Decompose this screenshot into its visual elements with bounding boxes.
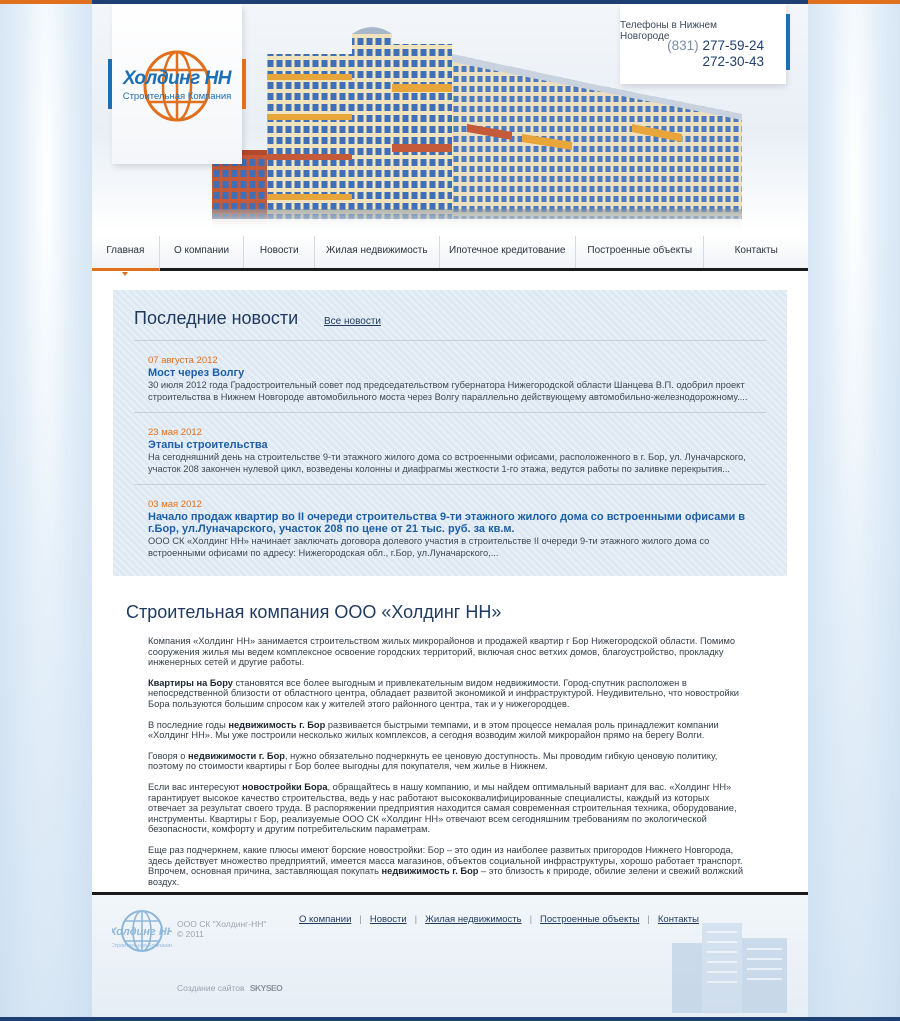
news-item: [148, 355, 748, 403]
sky-background-right: [808, 0, 900, 1021]
phone-block: [620, 4, 786, 84]
article-paragraph: Компания «Холдинг НН» занимается строительством жилых микрорайонов и продажей квартир г Бор Нижегородской области. Помимо сооружения жилья мы ведем комплексное освоение городских территорий, включая снос ветхих домов, благоустройство, прокладку инженерных сетей и другие работы.: [148, 636, 736, 668]
paragraph-text: становятся все более выгодным и привлекательным видом недвижимости. Город-спутник расположен в непосредственной близости от областного центра, обладает развитой экономикой и инфраструктурой. Неудивительно, что новостройки Бора пользуются большим спросом как у жителей этого районного центра, так и у нижегородцев.: [148, 677, 739, 709]
nav-item-news[interactable]: Новости: [244, 236, 315, 268]
keyword: недвижимости г. Бор: [188, 750, 285, 761]
news-headline-link[interactable]: Этапы строительства: [148, 439, 268, 451]
phone-accent: [786, 14, 790, 70]
latest-news-panel: [113, 290, 787, 576]
nav-item-contacts[interactable]: Контакты: [734, 245, 778, 256]
news-date: 23 мая 2012: [148, 427, 202, 438]
sky-background-left: [0, 0, 92, 1021]
footer-copyright: [177, 919, 266, 939]
footer-link-contacts[interactable]: Контакты: [657, 914, 699, 925]
footer-link-about[interactable]: О компании: [299, 914, 352, 925]
article-body: [148, 636, 748, 897]
logo-title: Холдинг НН: [122, 68, 232, 89]
paragraph-text: В последние годы: [148, 719, 229, 730]
news-headline-link[interactable]: Мост через Волгу: [148, 367, 245, 379]
footer-logo-subtitle: Строительная Компания: [112, 943, 172, 949]
separator: |: [359, 914, 362, 925]
footer-year: © 2011: [177, 929, 204, 939]
paragraph-text: , обращайтесь в нашу компанию, и мы найдем оптимальный вариант для вас. «Холдинг НН» гарантирует высокое качество строительства, ведь у нас работают высококвалифицированные специалисты, каждый из которых отвечает за результат своего труда. В распоряжении предприятия находится самая современная строительная техника, оборудование, инструменты. Квартиры г Бор, реализуемые ООО СК «Холдинг НН» отвечают всем сегодняшним требованиям по экологической безопасности, комфорту и другим потребительским параметрам.: [148, 781, 737, 835]
news-item: [148, 427, 748, 475]
footer-link-built-objects[interactable]: Построенные объекты: [540, 914, 640, 925]
logo-accent-right: [242, 59, 246, 109]
news-excerpt: На сегодняшний день на строительстве 9-ти этажного жилого дома со встроенными офисами, расположенного в г. Бор, ул. Луначарского, участок 208 закончен нулевой цикл, возведены колонны и диафрагмы жесткости 1-го этажа, ведутся работы по заливке перекрытия...: [148, 452, 746, 474]
globe-icon: [112, 909, 172, 953]
phone-number-1-digits: 277-59-24: [702, 38, 764, 53]
footer-building-illustration: [652, 913, 792, 1013]
separator: |: [647, 914, 650, 925]
keyword: недвижимость г. Бор: [381, 866, 479, 877]
news-section-title: Последние новости: [134, 308, 299, 328]
news-date: 03 мая 2012: [148, 499, 202, 510]
article-paragraph: [148, 845, 748, 887]
paragraph-text: Еще раз подчеркнем, какие плюсы имеют борские новостройки: Бор – это один из наиболее развитых пригородов Нижнего Новгорода, здесь действует множество предприятий, имеется масса магазинов, объектов социальной инфраструктуры, хорошо работает транспорт. Впрочем, основная причина, заставляющая покупать: [148, 844, 743, 877]
paragraph-text: развивается быстрыми темпами, и в этом процессе немалая роль принадлежит компании «Холдинг НН». Мы уже построили несколько жилых комплексов, а сегодня возводим жилой микрорайон прямо на берегу Волги.: [148, 719, 719, 741]
news-item: [148, 499, 748, 559]
nav-item-built-objects[interactable]: Построенные объекты: [576, 236, 704, 268]
article-title: Строительная компания ООО «Холдинг НН»: [126, 602, 502, 622]
divider: [134, 340, 766, 341]
article-paragraph: [148, 751, 748, 772]
bottom-bar: [0, 1017, 900, 1021]
article-paragraph: [148, 782, 748, 835]
news-headline-link[interactable]: Начало продаж квартир во II очереди строительства 9-ти этажного жилого дома со встроенными офисами в г.Бор, ул.Луначарского, участок 208 по цене от 21 тыс. руб. за кв.м.: [148, 511, 746, 535]
nav-item-home[interactable]: Главная: [92, 236, 160, 271]
keyword: Квартиры на Бору: [148, 677, 233, 688]
nav-item-residential[interactable]: Жилая недвижимость: [315, 236, 439, 268]
all-news-link[interactable]: Все новости: [324, 316, 382, 327]
separator: |: [414, 914, 418, 925]
logo[interactable]: [112, 4, 242, 164]
news-excerpt: 30 июля 2012 года Градостроительный совет под председательством губернатора Нижегородской области Шанцева В.П. одобрил проект строительства в Нижнем Новгороде автомобильного моста через Волгу параллельно действующему автомобильно-железнодорожному....: [148, 380, 748, 402]
footer-link-news[interactable]: Новости: [369, 914, 407, 925]
paragraph-text: – это близость к природе, обилие зелени и свежий волжский воздух.: [148, 866, 744, 887]
footer-link-residential[interactable]: Жилая недвижимость: [425, 914, 522, 925]
logo-subtitle: Строительная Компания: [122, 91, 232, 102]
article-paragraph: [148, 720, 748, 741]
site-credits: [177, 983, 282, 993]
phone-number-2: 272-30-43: [702, 54, 764, 69]
footer-logo-title: Холдинг НН: [112, 926, 172, 938]
nav-item-mortgage[interactable]: Ипотечное кредитование: [440, 236, 576, 268]
nav-item-about[interactable]: О компании: [160, 236, 245, 268]
article-paragraph: [148, 678, 748, 710]
footer-company: ООО СК "Холдинг-НН": [177, 919, 267, 929]
main-navigation: [92, 236, 808, 271]
top-navy-bar: [92, 0, 808, 4]
paragraph-text: Говоря о: [148, 750, 189, 761]
footer-logo[interactable]: [112, 909, 172, 958]
paragraph-text: , нужно обязательно подчеркнуть ее ценовую доступность. Мы проводим гибкую ценовую политику, поэтому по стоимости квартиры г Бор более выгодны для покупателя, чем жилье в Нижнем.: [148, 750, 718, 772]
divider: [134, 484, 766, 485]
keyword: недвижимость г. Бор: [228, 719, 326, 730]
header-fade: [92, 208, 808, 236]
separator: |: [529, 914, 533, 925]
credits-brand-link[interactable]: SKYSEO: [249, 983, 283, 993]
phone-area-code: (831): [667, 38, 699, 53]
page-container: [92, 4, 808, 1017]
divider: [134, 412, 766, 413]
site-header: [92, 4, 808, 236]
news-date: 07 августа 2012: [148, 355, 218, 366]
credits-label: Создание сайтов: [177, 983, 245, 993]
phone-label: Телефоны в Нижнем Новгороде: [620, 20, 717, 42]
paragraph-text: Если вас интересуют: [148, 781, 243, 792]
news-excerpt: ООО СК «Холдинг НН» начинает заключать договора долевого участия в строительстве II очереди 9-ти этажного жилого дома со встроенными офисами по адресу: Нижегородская обл., г.Бор, ул.Луначарского,...: [148, 536, 710, 558]
site-footer: [92, 892, 808, 1020]
phone-number-1: [667, 38, 764, 53]
footer-navigation: [299, 914, 699, 925]
keyword: новостройки Бора: [242, 781, 328, 792]
